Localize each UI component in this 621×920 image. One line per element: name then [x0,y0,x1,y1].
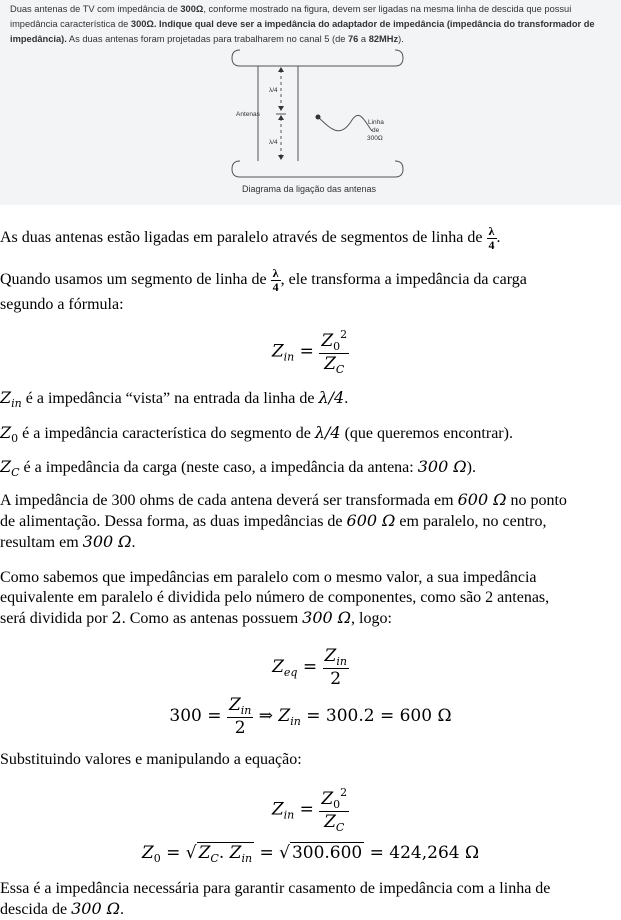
sqrt-zc-zin: $Z_C$. $Z_{in}$ [198,843,253,865]
quarter-wave-label-bottom: λ/4 [269,139,278,146]
fraction-z0sq-over-zc: $\frac{Z_0^2}{Z_C}$ [321,328,348,376]
bottom-antenna [232,161,403,177]
equation-300-solve: 300 = $\frac{Z_{in}}{2}$ ⇒ $Z_{in} = 300.2 = 600$ Ω [169,695,452,738]
line-impedance-label: 300Ω [367,135,383,142]
de-label: de [372,127,380,134]
definition-zc: $Z_C$ é a impedância da carga (neste caso, a impedância da antena: 300 Ω). [0,457,476,479]
paragraph-transform-line2: segundo a fórmula: [0,296,124,313]
equation-z0-result: $Z_0$ = √ $Z_C$. $Z_{in}$ = √ 300.600 = 424,264 Ω [141,843,480,865]
problem-statement: Duas antenas de TV com impedância de 300Ω, conforme mostrado na figura, devem ser ligadas na mesma linha de descida que possui impedância característica de 300Ω. Indique qual deve ser a impedância do adaptador de impedância (impedância do transformador de impedância). As duas antenas foram projetadas para trabalharem no canal 5 (de 76 a 82MHz). [10,4,595,44]
problem-statement-panel [0,0,621,205]
top-antenna [232,50,403,66]
definition-zin: $Z_{in}$ é a impedância “vista” na entrada da linha de λ/4. [0,388,349,410]
paragraph-transform-line1: Quando usamos um segmento de linha de $\frac{\lambda}{4}$ , ele transforma a impedância da carga [0,266,527,294]
junction-dot [316,115,321,120]
fraction-zin-over-2: $\frac{Z_{in}}{2}$ [228,695,252,738]
linha-label: Linha [368,119,384,126]
fraction-zin-over-2: $\frac{Z_{in}}{2}$ [324,646,347,689]
equation-zeq: $Z_{eq}$ = $\frac{Z_{in}}{2}$ [272,646,347,689]
paragraph-substituting: Substituindo valores e manipulando a equação: [0,751,302,768]
antenna-connection-diagram [0,0,621,205]
paragraph-600-ohm: A impedância de 300 ohms de cada antena deverá ser transformada em 600 Ω no ponto de alimentação. Dessa forma, as duas impedâncias de 600 Ω em paralelo, no centro, resultam em 300 Ω. [0,490,567,551]
paragraph-conclusion: Essa é a impedância necessária para garantir casamento de impedância com a linha de descida de 300 Ω. [0,880,551,918]
sqrt-300-600: 300.600 [291,843,363,863]
equation-zin-formula: $Z_{in}$ = $\frac{Z_0^2}{Z_C}$ [271,328,348,376]
fraction-lambda-4: $\frac{\lambda}{4}$ [488,224,495,252]
paragraph-parallel-segments: As duas antenas estão ligadas em paralelo através de segmentos de linha de $\frac{\lambda}{4}$ . [0,224,501,252]
antenas-label: Antenas [236,111,260,118]
definition-z0: $Z_0$ é a impedância característica do segmento de λ/4 (que queremos encontrar). [0,423,513,445]
paragraph-parallel-equivalent: Como sabemos que impedâncias em paralelo com o mesmo valor, a sua impedância equivalente em paralelo é dividida pelo número de componentes, como são 2 antenas, será dividida por 2. Como as antenas possuem 300 Ω, logo: [0,569,550,627]
quarter-wave-label-top: λ/4 [269,87,278,94]
fraction-lambda-4: $\frac{\lambda}{4}$ [272,266,279,294]
equation-zin-formula-repeat: $Z_{in}$ = $\frac{Z_0^2}{Z_C}$ [271,786,348,834]
downlead-line [318,115,372,131]
fraction-z0sq-over-zc: $\frac{Z_0^2}{Z_C}$ [321,786,348,834]
diagram-caption: Diagrama da ligação das antenas [241,184,377,194]
